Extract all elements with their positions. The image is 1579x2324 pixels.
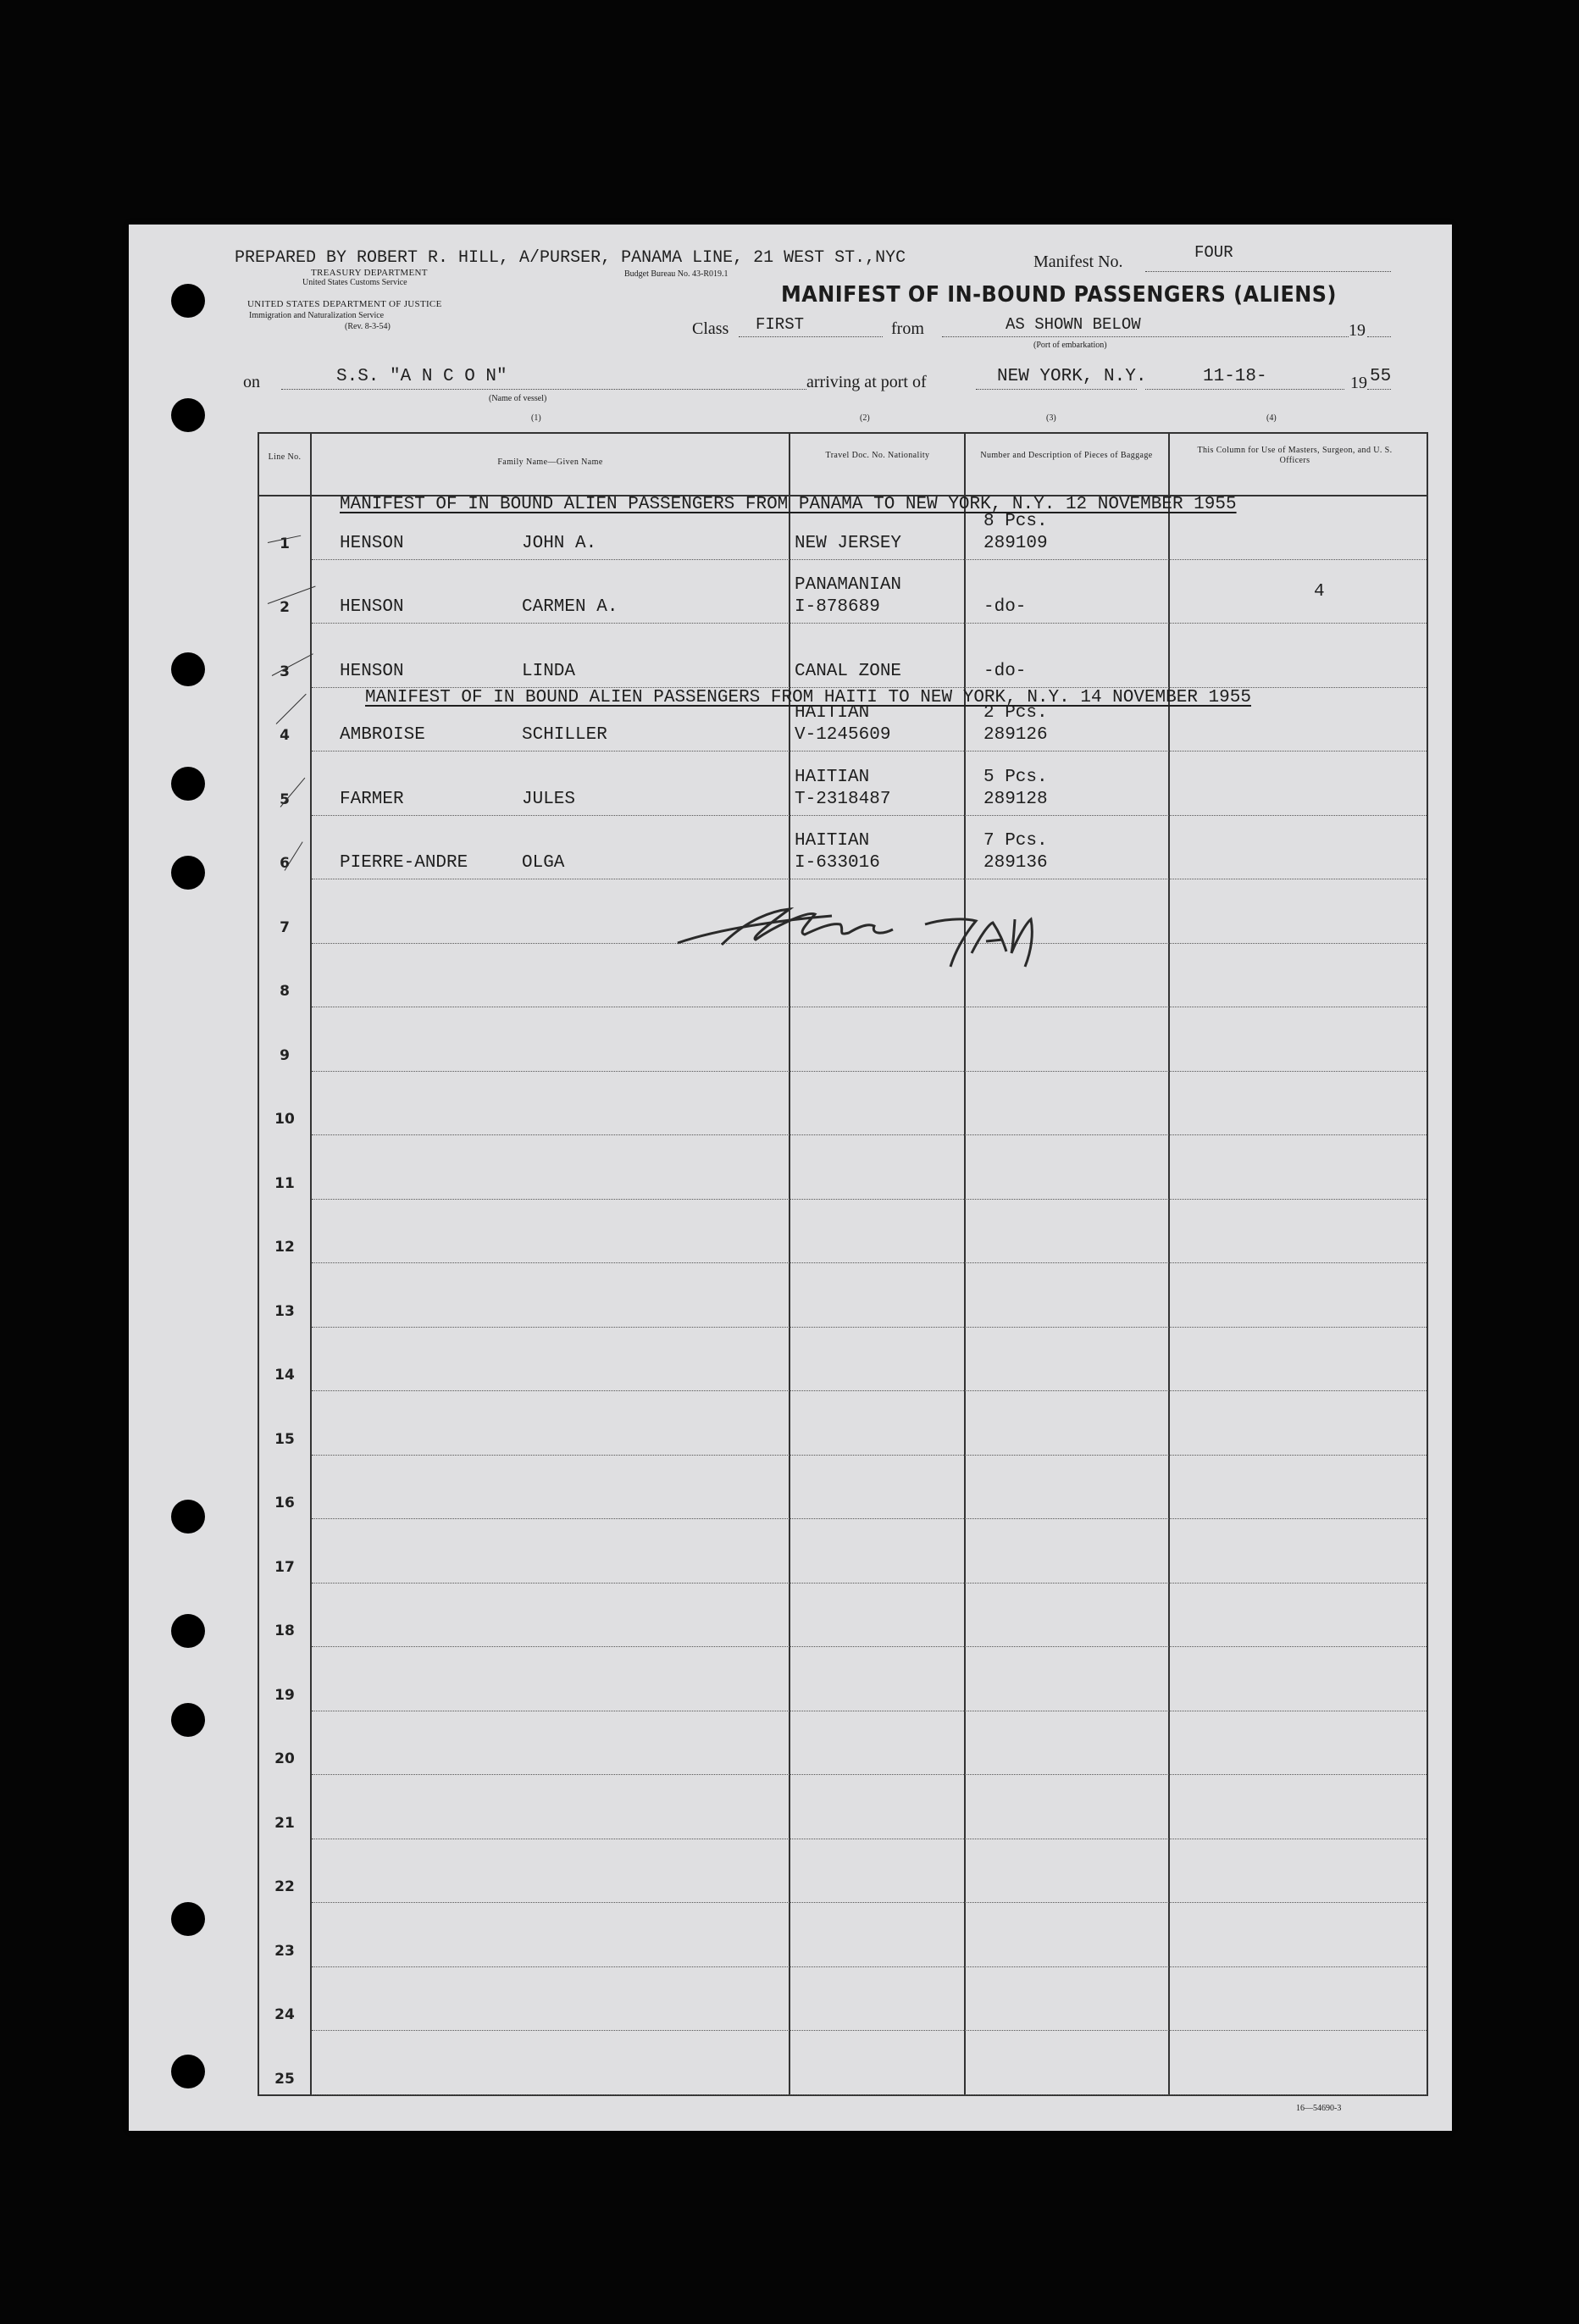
- budget-bureau: Budget Bureau No. 43-R019.1: [624, 269, 729, 279]
- row-divider: [312, 1455, 1427, 1456]
- baggage-count: 7 Pcs.: [983, 831, 1048, 851]
- travel-doc-no: V-1245609: [795, 725, 891, 745]
- manifest-sheet: [129, 225, 1452, 2131]
- punch-hole: [171, 1614, 205, 1648]
- given-name: SCHILLER: [522, 725, 607, 745]
- line-number: 13: [274, 1302, 295, 1320]
- check-mark: [276, 694, 307, 724]
- name-header: Family Name—Given Name: [497, 458, 603, 467]
- line-number: 3: [280, 663, 290, 680]
- line-number: 20: [274, 1750, 295, 1767]
- arrival-date: 11-18-: [1203, 367, 1267, 386]
- family-name: HENSON: [340, 533, 404, 553]
- class-label: Class: [692, 319, 729, 338]
- line-number: 1: [280, 535, 290, 552]
- arrival-year-underline: [1367, 389, 1391, 390]
- travel-doc-no: I-633016: [795, 853, 880, 873]
- row-divider: [312, 2094, 1427, 2095]
- customs-service: United States Customs Service: [302, 278, 407, 287]
- section-banner: MANIFEST OF IN BOUND ALIEN PASSENGERS FROM PANAMA TO NEW YORK, N.Y. 12 NOVEMBER 1955: [340, 495, 1237, 514]
- line-number: 23: [274, 1942, 295, 1960]
- vessel-caption: (Name of vessel): [489, 394, 547, 403]
- punch-hole: [171, 767, 205, 801]
- punch-hole: [171, 652, 205, 686]
- nationality: HAITIAN: [795, 767, 870, 787]
- given-name: CARMEN A.: [522, 597, 618, 617]
- treasury-department: TREASURY DEPARTMENT: [311, 268, 428, 278]
- arrival-year: 55: [1370, 367, 1392, 386]
- line-number: 8: [280, 983, 290, 1000]
- line-number: 9: [280, 1046, 290, 1064]
- given-name: OLGA: [522, 853, 565, 873]
- passenger-table: [258, 432, 1428, 2096]
- year-underline: [1367, 336, 1391, 337]
- punch-hole: [171, 1902, 205, 1936]
- baggage-tag: 289128: [983, 789, 1048, 809]
- nationality: HAITIAN: [795, 703, 870, 723]
- prepared-by: PREPARED BY ROBERT R. HILL, A/PURSER, PANAMA LINE, 21 WEST ST.,NYC: [235, 248, 906, 268]
- travel-doc-no: NEW JERSEY: [795, 533, 902, 553]
- handwritten-signature: [671, 885, 1145, 1038]
- line-number: 10: [274, 1111, 295, 1128]
- nationality: HAITIAN: [795, 831, 870, 851]
- line-number: 15: [274, 1430, 295, 1448]
- row-divider: [312, 1902, 1427, 1903]
- line-number: 24: [274, 2006, 295, 2023]
- travel-doc-no: T-2318487: [795, 789, 891, 809]
- row-divider: [312, 751, 1427, 752]
- family-name: FARMER: [340, 789, 404, 809]
- family-name: HENSON: [340, 661, 404, 681]
- column-divider: [789, 434, 790, 2094]
- line-number: 22: [274, 1878, 295, 1895]
- column-divider: [310, 434, 312, 2094]
- baggage-tag: 289126: [983, 725, 1048, 745]
- vessel-underline: [281, 389, 806, 390]
- officer-note: 4: [1314, 582, 1325, 602]
- vessel-name: S.S. "A N C O N": [336, 367, 507, 386]
- line-number: 11: [274, 1174, 295, 1192]
- line-number: 4: [280, 727, 290, 744]
- revision-date: (Rev. 8-3-54): [345, 322, 391, 331]
- punch-hole: [171, 2055, 205, 2088]
- on-label: on: [243, 373, 260, 391]
- arrival-year-prefix: 19: [1350, 374, 1367, 392]
- given-name: JULES: [522, 789, 576, 809]
- line-number: 17: [274, 1558, 295, 1576]
- nationality: PANAMANIAN: [795, 575, 902, 595]
- class-value: FIRST: [756, 315, 805, 334]
- line-number: 25: [274, 2070, 295, 2088]
- row-divider: [312, 1262, 1427, 1263]
- row-divider: [312, 623, 1427, 624]
- officers-header: This Column for Use of Masters, Surgeon, and U. S. Officers: [1197, 446, 1393, 465]
- arrival-date-underline: [1145, 389, 1344, 390]
- baggage-tag: -do-: [983, 661, 1027, 681]
- line-number: 14: [274, 1367, 295, 1384]
- arriving-label: arriving at port of: [806, 373, 927, 391]
- column-number-1: (1): [531, 413, 541, 423]
- baggage-count: 2 Pcs.: [983, 703, 1048, 723]
- row-divider: [312, 1071, 1427, 1072]
- manifest-no-label: Manifest No.: [1033, 252, 1123, 271]
- row-divider: [312, 2030, 1427, 2031]
- travel-doc-header: Travel Doc. No. Nationality: [825, 451, 930, 460]
- line-number: 19: [274, 1686, 295, 1704]
- column-divider: [964, 434, 966, 2094]
- class-underline: [739, 336, 883, 337]
- from-label: from: [891, 319, 924, 338]
- line-number: 21: [274, 1814, 295, 1832]
- row-divider: [312, 815, 1427, 816]
- section-banner: MANIFEST OF IN BOUND ALIEN PASSENGERS FROM HAITI TO NEW YORK, N.Y. 14 NOVEMBER 1955: [365, 687, 1251, 707]
- port-caption: (Port of embarkation): [1033, 341, 1107, 350]
- row-divider: [312, 1646, 1427, 1647]
- line-number: 12: [274, 1239, 295, 1256]
- row-divider: [312, 1518, 1427, 1519]
- row-divider: [312, 1327, 1427, 1328]
- row-divider: [312, 1199, 1427, 1200]
- line-number: 18: [274, 1622, 295, 1639]
- row-divider: [312, 1583, 1427, 1584]
- given-name: JOHN A.: [522, 533, 597, 553]
- baggage-count: 8 Pcs.: [983, 511, 1048, 531]
- form-title: MANIFEST OF IN-BOUND PASSENGERS (ALIENS): [781, 282, 1337, 308]
- given-name: LINDA: [522, 661, 576, 681]
- form-number: 16—54690-3: [1296, 2104, 1342, 2113]
- row-divider: [312, 1966, 1427, 1967]
- column-number-3: (3): [1046, 413, 1056, 423]
- year-prefix: 19: [1349, 321, 1366, 340]
- family-name: HENSON: [340, 597, 404, 617]
- baggage-tag: 289109: [983, 533, 1048, 553]
- punch-hole: [171, 1500, 205, 1534]
- column-number-2: (2): [860, 413, 870, 423]
- line-number: 7: [280, 918, 290, 936]
- line-number: 6: [280, 855, 290, 872]
- line-number: 2: [280, 599, 290, 616]
- manifest-no-underline: [1145, 271, 1391, 272]
- punch-hole: [171, 284, 205, 318]
- arrival-port-underline: [976, 389, 1137, 390]
- family-name: AMBROISE: [340, 725, 425, 745]
- line-number: 5: [280, 790, 290, 808]
- row-divider: [312, 1390, 1427, 1391]
- from-value: AS SHOWN BELOW: [1006, 315, 1141, 334]
- baggage-tag: 289136: [983, 853, 1048, 873]
- punch-hole: [171, 856, 205, 890]
- arrival-port: NEW YORK, N.Y.: [997, 367, 1147, 386]
- ins-service: Immigration and Naturalization Service: [249, 311, 385, 320]
- row-divider: [312, 559, 1427, 560]
- travel-doc-no: CANAL ZONE: [795, 661, 902, 681]
- column-divider: [1168, 434, 1170, 2094]
- row-divider: [312, 1774, 1427, 1775]
- line-no-header: Line No.: [268, 452, 302, 462]
- punch-hole: [171, 1703, 205, 1737]
- punch-hole: [171, 398, 205, 432]
- column-number-4: (4): [1266, 413, 1277, 423]
- department-of-justice: UNITED STATES DEPARTMENT OF JUSTICE: [247, 299, 442, 309]
- baggage-tag: -do-: [983, 597, 1027, 617]
- baggage-count: 5 Pcs.: [983, 767, 1048, 787]
- manifest-no-value: FOUR: [1194, 243, 1233, 262]
- line-number: 16: [274, 1495, 295, 1511]
- from-underline: [942, 336, 1349, 337]
- travel-doc-no: I-878689: [795, 597, 880, 617]
- baggage-header: Number and Description of Pieces of Baggage: [980, 451, 1153, 460]
- row-divider: [312, 1134, 1427, 1135]
- family-name: PIERRE-ANDRE: [340, 853, 468, 873]
